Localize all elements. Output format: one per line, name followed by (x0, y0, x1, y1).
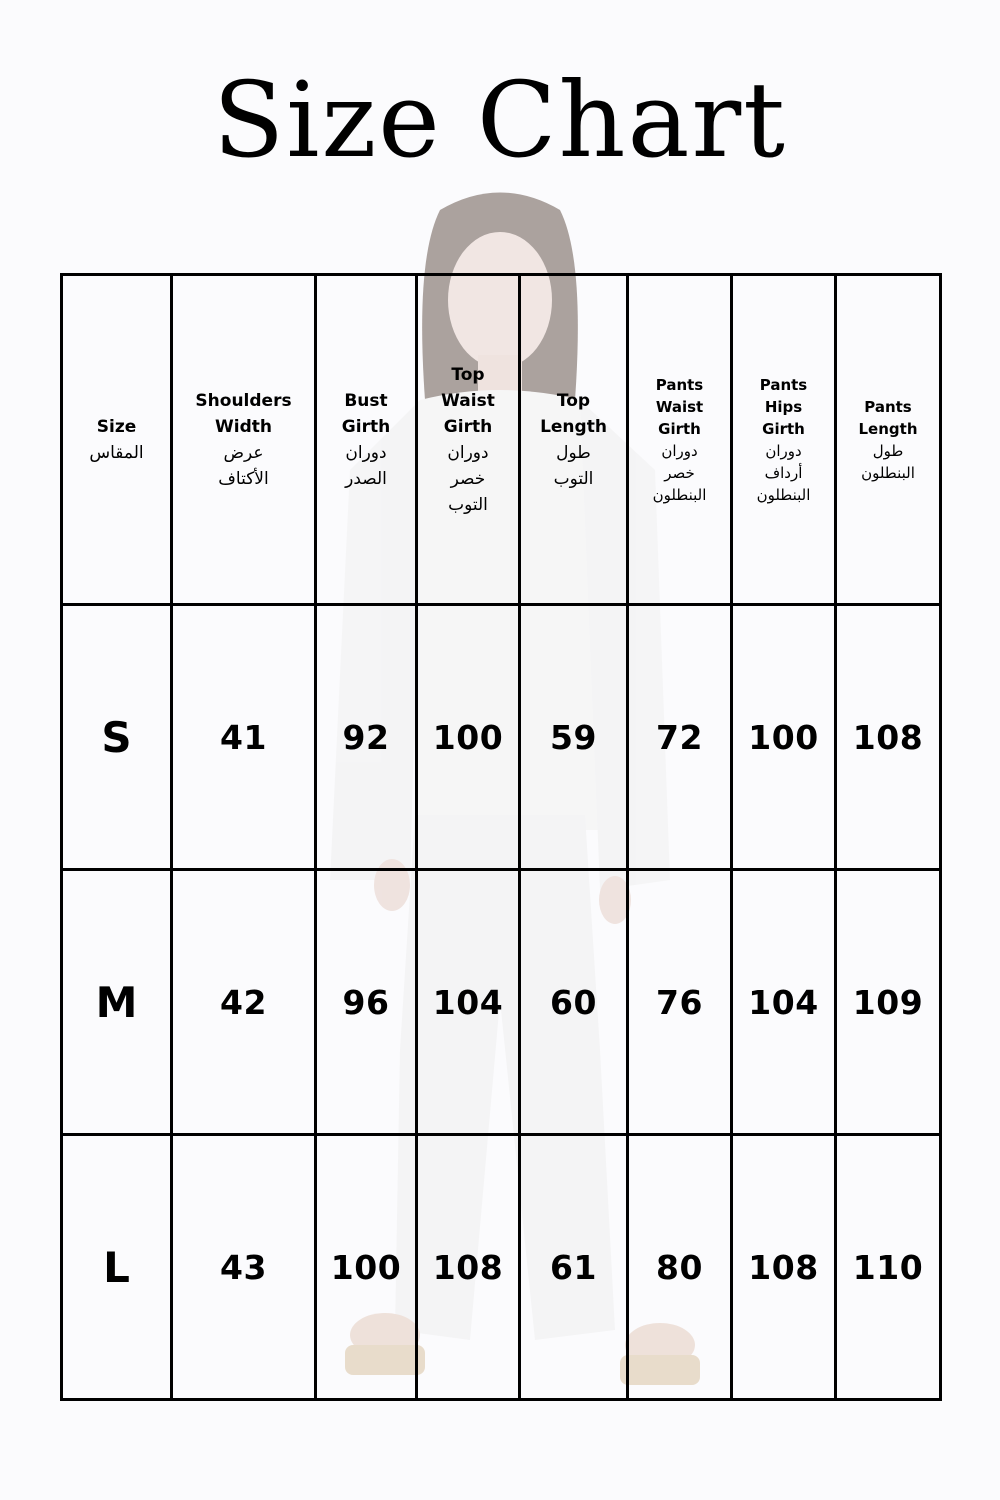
header-label-en: Top Waist Girth (441, 364, 495, 437)
header-label-en: Pants Hips Girth (759, 375, 808, 438)
table-cell: 92 (316, 605, 417, 870)
size-label: M (62, 870, 172, 1135)
table-cell: 100 (417, 605, 520, 870)
header-cell-shoulders-width (172, 275, 316, 605)
header-cell-top-length (520, 275, 628, 605)
size-label: L (62, 1135, 172, 1400)
header-label-ar: دوران خصر البنطلون (652, 441, 707, 504)
header-label-en: Size (96, 416, 137, 437)
header-cell-top-waist-girth (417, 275, 520, 605)
header-label-en: Shoulders Width (195, 390, 292, 437)
table-cell: 59 (520, 605, 628, 870)
table-cell: 100 (316, 1135, 417, 1400)
header-label-ar: طول التوب (553, 442, 594, 489)
header-label-ar: دوران خصر التوب (447, 442, 489, 515)
table-cell: 41 (172, 605, 316, 870)
header-label-en: Top Length (540, 390, 607, 437)
header-label-en: Pants Length (858, 397, 918, 438)
header-cell-pants-hips-girth (732, 275, 836, 605)
table-cell: 72 (628, 605, 732, 870)
header-row (62, 275, 941, 605)
header-label-ar: عرض الأكتاف (218, 442, 269, 489)
table-row-size-m (62, 870, 941, 1135)
table-row-size-s (62, 605, 941, 870)
table-cell: 76 (628, 870, 732, 1135)
table-cell: 108 (417, 1135, 520, 1400)
header-label-ar: المقاس (89, 442, 144, 463)
size-chart-table (60, 273, 942, 1401)
header-label-ar: دوران الصدر (345, 442, 387, 489)
table-cell: 80 (628, 1135, 732, 1400)
table-cell: 60 (520, 870, 628, 1135)
header-label-ar: طول البنطلون (861, 441, 915, 482)
header-cell-pants-waist-girth (628, 275, 732, 605)
table-row-size-l (62, 1135, 941, 1400)
table-cell: 109 (836, 870, 941, 1135)
table-cell: 104 (732, 870, 836, 1135)
table-cell: 110 (836, 1135, 941, 1400)
table-cell: 108 (836, 605, 941, 870)
header-cell-size (62, 275, 172, 605)
page-title: Size Chart (213, 59, 787, 181)
table-cell: 42 (172, 870, 316, 1135)
table-cell: 43 (172, 1135, 316, 1400)
size-label: S (62, 605, 172, 870)
table-cell: 100 (732, 605, 836, 870)
header-label-ar: دوران أرداف البنطلون (756, 441, 811, 504)
table-cell: 96 (316, 870, 417, 1135)
header-label-en: Bust Girth (341, 390, 391, 437)
table-cell: 108 (732, 1135, 836, 1400)
table-cell: 104 (417, 870, 520, 1135)
header-label-en: Pants Waist Girth (655, 375, 704, 438)
header-cell-pants-length (836, 275, 941, 605)
header-cell-bust-girth (316, 275, 417, 605)
table-cell: 61 (520, 1135, 628, 1400)
